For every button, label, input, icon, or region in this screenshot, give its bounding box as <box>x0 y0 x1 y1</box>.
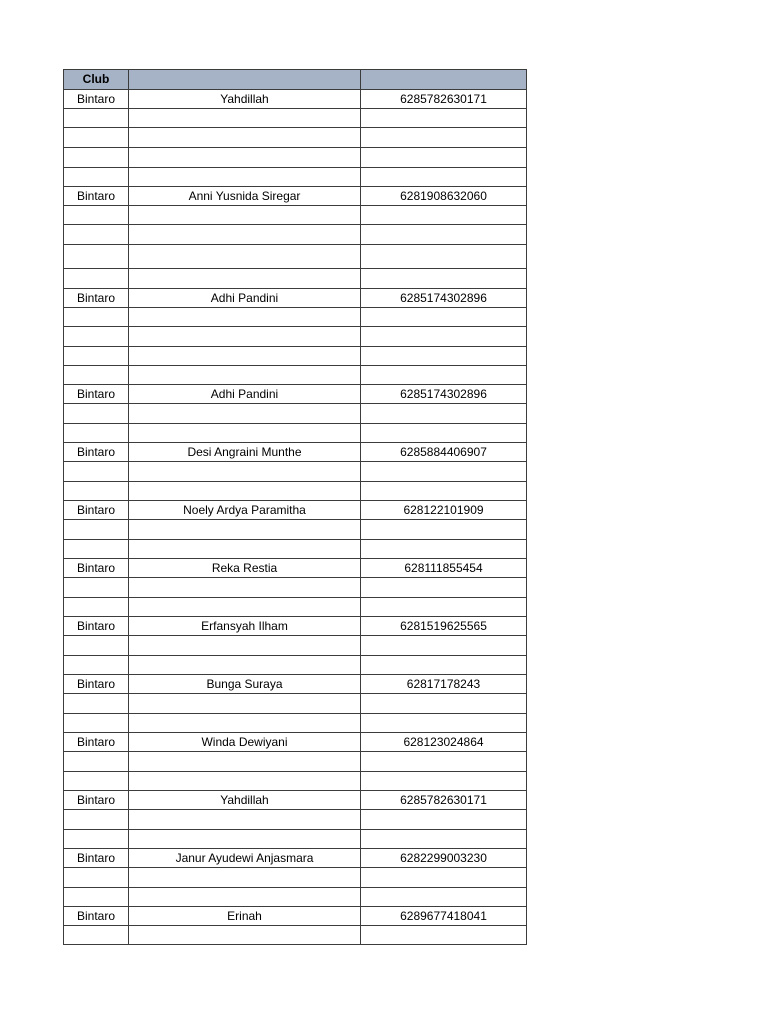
name-cell[interactable] <box>129 656 361 675</box>
table-row <box>64 888 527 907</box>
club-cell[interactable] <box>64 578 129 598</box>
table-row <box>64 462 527 482</box>
table-row <box>64 385 527 404</box>
name-cell[interactable] <box>129 109 361 128</box>
table-row <box>64 366 527 385</box>
phone-cell[interactable]: 628123024864 <box>361 733 527 752</box>
name-cell[interactable] <box>129 404 361 424</box>
table-row <box>64 128 527 148</box>
phone-cell[interactable] <box>361 578 527 598</box>
club-cell[interactable]: Bintaro <box>64 617 129 636</box>
name-cell[interactable] <box>129 772 361 791</box>
table-row <box>64 347 527 366</box>
phone-cell[interactable] <box>361 245 527 269</box>
name-cell[interactable]: Winda Dewiyani <box>129 733 361 752</box>
name-cell[interactable] <box>129 598 361 617</box>
table-row <box>64 206 527 225</box>
name-cell[interactable] <box>129 636 361 656</box>
club-cell[interactable]: Bintaro <box>64 559 129 578</box>
phone-cell[interactable]: 6281519625565 <box>361 617 527 636</box>
club-cell[interactable] <box>64 830 129 849</box>
table-body <box>64 90 527 945</box>
club-cell[interactable] <box>64 888 129 907</box>
table-row <box>64 752 527 772</box>
phone-cell[interactable]: 6282299003230 <box>361 849 527 868</box>
phone-cell[interactable] <box>361 109 527 128</box>
table-row <box>64 656 527 675</box>
name-cell[interactable]: Bunga Suraya <box>129 675 361 694</box>
header-name <box>129 70 361 90</box>
table-row <box>64 578 527 598</box>
phone-cell[interactable] <box>361 868 527 888</box>
name-cell[interactable]: Noely Ardya Paramitha <box>129 501 361 520</box>
club-cell[interactable] <box>64 109 129 128</box>
club-cell[interactable] <box>64 540 129 559</box>
club-cell[interactable] <box>64 752 129 772</box>
phone-cell[interactable] <box>361 772 527 791</box>
phone-cell[interactable] <box>361 888 527 907</box>
table-row <box>64 772 527 791</box>
name-cell[interactable] <box>129 482 361 501</box>
phone-cell[interactable] <box>361 926 527 945</box>
club-cell[interactable]: Bintaro <box>64 187 129 206</box>
name-cell[interactable]: Reka Restia <box>129 559 361 578</box>
club-cell[interactable] <box>64 347 129 366</box>
club-cell[interactable] <box>64 327 129 347</box>
name-cell[interactable] <box>129 424 361 443</box>
club-cell[interactable] <box>64 598 129 617</box>
contact-table <box>63 69 527 945</box>
club-cell[interactable] <box>64 424 129 443</box>
table-row <box>64 187 527 206</box>
club-cell[interactable]: Bintaro <box>64 385 129 404</box>
name-cell[interactable] <box>129 206 361 225</box>
phone-cell[interactable] <box>361 327 527 347</box>
table-row <box>64 225 527 245</box>
name-cell[interactable] <box>129 308 361 327</box>
phone-cell[interactable] <box>361 168 527 187</box>
table-row <box>64 289 527 308</box>
club-cell[interactable] <box>64 636 129 656</box>
table-row <box>64 501 527 520</box>
phone-cell[interactable]: 6285782630171 <box>361 90 527 109</box>
phone-cell[interactable] <box>361 520 527 540</box>
table-row <box>64 559 527 578</box>
phone-cell[interactable]: 6285174302896 <box>361 385 527 404</box>
name-cell[interactable] <box>129 347 361 366</box>
club-cell[interactable] <box>64 656 129 675</box>
phone-cell[interactable] <box>361 714 527 733</box>
name-cell[interactable] <box>129 926 361 945</box>
table-row <box>64 714 527 733</box>
name-cell[interactable] <box>129 366 361 385</box>
table-row <box>64 424 527 443</box>
table-row <box>64 598 527 617</box>
table-row <box>64 327 527 347</box>
club-cell[interactable] <box>64 868 129 888</box>
club-cell[interactable] <box>64 772 129 791</box>
phone-cell[interactable] <box>361 830 527 849</box>
table-row <box>64 675 527 694</box>
phone-cell[interactable] <box>361 636 527 656</box>
table-row <box>64 926 527 945</box>
club-cell[interactable] <box>64 810 129 830</box>
club-cell[interactable]: Bintaro <box>64 907 129 926</box>
club-cell[interactable] <box>64 308 129 327</box>
club-cell[interactable] <box>64 269 129 289</box>
club-cell[interactable]: Bintaro <box>64 443 129 462</box>
name-cell[interactable] <box>129 148 361 168</box>
phone-cell[interactable] <box>361 225 527 245</box>
club-cell[interactable] <box>64 148 129 168</box>
table-row <box>64 907 527 926</box>
name-cell[interactable] <box>129 868 361 888</box>
name-cell[interactable] <box>129 810 361 830</box>
name-cell[interactable] <box>129 540 361 559</box>
table-row <box>64 90 527 109</box>
club-cell[interactable] <box>64 520 129 540</box>
table-row <box>64 404 527 424</box>
name-cell[interactable] <box>129 245 361 269</box>
club-cell[interactable]: Bintaro <box>64 501 129 520</box>
phone-cell[interactable] <box>361 148 527 168</box>
table-row <box>64 540 527 559</box>
club-cell[interactable] <box>64 168 129 187</box>
club-cell[interactable] <box>64 926 129 945</box>
table-row <box>64 636 527 656</box>
table-row <box>64 482 527 501</box>
name-cell[interactable]: Yahdillah <box>129 90 361 109</box>
phone-cell[interactable]: 6285782630171 <box>361 791 527 810</box>
name-cell[interactable] <box>129 830 361 849</box>
name-cell[interactable] <box>129 168 361 187</box>
club-cell[interactable] <box>64 128 129 148</box>
club-cell[interactable] <box>64 206 129 225</box>
phone-cell[interactable] <box>361 598 527 617</box>
phone-cell[interactable]: 6281908632060 <box>361 187 527 206</box>
phone-cell[interactable]: 6285174302896 <box>361 289 527 308</box>
phone-cell[interactable] <box>361 347 527 366</box>
phone-cell[interactable] <box>361 404 527 424</box>
table-row <box>64 245 527 269</box>
name-cell[interactable] <box>129 520 361 540</box>
club-cell[interactable] <box>64 482 129 501</box>
name-cell[interactable] <box>129 714 361 733</box>
table-row <box>64 148 527 168</box>
name-cell[interactable] <box>129 752 361 772</box>
header-row <box>64 70 527 90</box>
name-cell[interactable]: Erfansyah Ilham <box>129 617 361 636</box>
name-cell[interactable]: Desi Angraini Munthe <box>129 443 361 462</box>
phone-cell[interactable]: 628122101909 <box>361 501 527 520</box>
header-club: Club <box>64 70 129 90</box>
phone-cell[interactable] <box>361 308 527 327</box>
club-cell[interactable]: Bintaro <box>64 733 129 752</box>
phone-cell[interactable]: 628111855454 <box>361 559 527 578</box>
phone-cell[interactable] <box>361 366 527 385</box>
phone-cell[interactable] <box>361 752 527 772</box>
club-cell[interactable]: Bintaro <box>64 675 129 694</box>
phone-cell[interactable] <box>361 128 527 148</box>
phone-cell[interactable]: 62817178243 <box>361 675 527 694</box>
club-cell[interactable]: Bintaro <box>64 90 129 109</box>
table-row <box>64 617 527 636</box>
name-cell[interactable] <box>129 578 361 598</box>
table-row <box>64 733 527 752</box>
phone-cell[interactable] <box>361 482 527 501</box>
name-cell[interactable] <box>129 694 361 714</box>
name-cell[interactable] <box>129 128 361 148</box>
phone-cell[interactable] <box>361 694 527 714</box>
table-row <box>64 849 527 868</box>
phone-cell[interactable]: 6285884406907 <box>361 443 527 462</box>
name-cell[interactable]: Adhi Pandini <box>129 289 361 308</box>
phone-cell[interactable] <box>361 462 527 482</box>
club-cell[interactable]: Bintaro <box>64 849 129 868</box>
name-cell[interactable] <box>129 462 361 482</box>
table-row <box>64 830 527 849</box>
table-row <box>64 443 527 462</box>
club-cell[interactable] <box>64 694 129 714</box>
club-cell[interactable] <box>64 225 129 245</box>
phone-cell[interactable] <box>361 269 527 289</box>
name-cell[interactable]: Anni Yusnida Siregar <box>129 187 361 206</box>
table-row <box>64 520 527 540</box>
club-cell[interactable]: Bintaro <box>64 289 129 308</box>
name-cell[interactable]: Yahdillah <box>129 791 361 810</box>
phone-cell[interactable] <box>361 810 527 830</box>
club-cell[interactable] <box>64 366 129 385</box>
name-cell[interactable]: Erinah <box>129 907 361 926</box>
name-cell[interactable] <box>129 269 361 289</box>
club-cell[interactable] <box>64 714 129 733</box>
name-cell[interactable] <box>129 225 361 245</box>
name-cell[interactable] <box>129 888 361 907</box>
phone-cell[interactable]: 6289677418041 <box>361 907 527 926</box>
name-cell[interactable] <box>129 327 361 347</box>
table-row <box>64 269 527 289</box>
phone-cell[interactable] <box>361 424 527 443</box>
club-cell[interactable] <box>64 245 129 269</box>
header-phone <box>361 70 527 90</box>
club-cell[interactable] <box>64 404 129 424</box>
phone-cell[interactable] <box>361 206 527 225</box>
table-row <box>64 791 527 810</box>
club-cell[interactable]: Bintaro <box>64 791 129 810</box>
table-row <box>64 694 527 714</box>
name-cell[interactable]: Janur Ayudewi Anjasmara <box>129 849 361 868</box>
phone-cell[interactable] <box>361 656 527 675</box>
table-row <box>64 810 527 830</box>
table-row <box>64 308 527 327</box>
club-cell[interactable] <box>64 462 129 482</box>
table-row <box>64 868 527 888</box>
name-cell[interactable]: Adhi Pandini <box>129 385 361 404</box>
table-row <box>64 168 527 187</box>
phone-cell[interactable] <box>361 540 527 559</box>
table-row <box>64 109 527 128</box>
